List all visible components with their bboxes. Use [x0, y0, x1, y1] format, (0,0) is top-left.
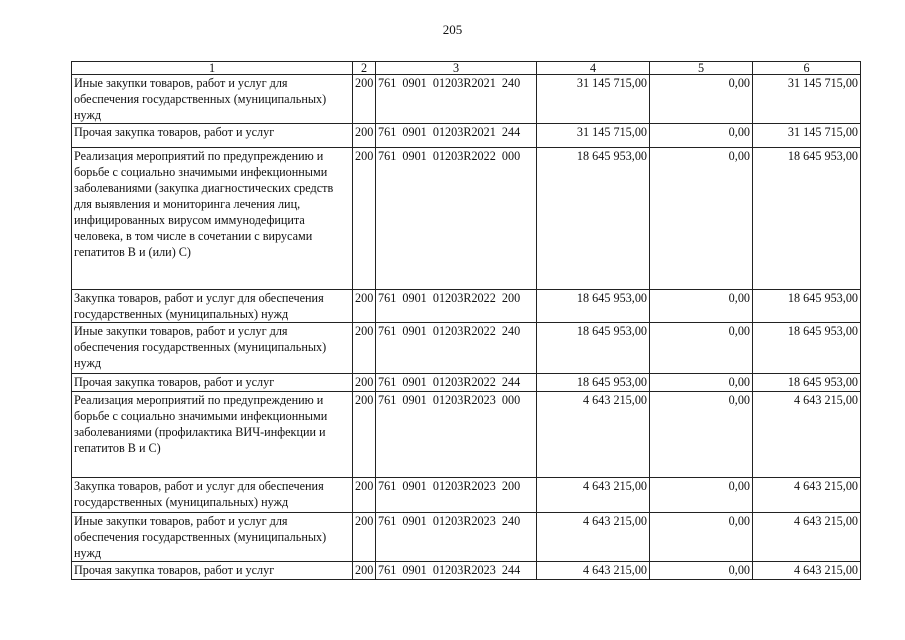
item-name: Прочая закупка товаров, работ и услуг	[72, 374, 353, 392]
amount-col4: 4 643 215,00	[537, 392, 650, 478]
amount-col5: 0,00	[650, 374, 753, 392]
table-row	[72, 513, 861, 562]
amount-col4: 31 145 715,00	[537, 124, 650, 148]
budget-code: 761 0901 01203R2023 244	[376, 562, 537, 580]
table-row	[72, 290, 861, 323]
col2-value: 200	[353, 513, 376, 562]
budget-code: 761 0901 01203R2022 000	[376, 148, 537, 290]
column-header: 3	[376, 62, 537, 75]
col2-value: 200	[353, 478, 376, 513]
amount-col4: 18 645 953,00	[537, 148, 650, 290]
column-header: 2	[353, 62, 376, 75]
budget-code: 761 0901 01203R2021 240	[376, 75, 537, 124]
budget-code: 761 0901 01203R2021 244	[376, 124, 537, 148]
amount-col5: 0,00	[650, 513, 753, 562]
table-row	[72, 478, 861, 513]
table-row	[72, 148, 861, 290]
budget-code: 761 0901 01203R2022 240	[376, 323, 537, 374]
amount-col6: 18 645 953,00	[753, 148, 861, 290]
amount-col4: 4 643 215,00	[537, 478, 650, 513]
budget-code: 761 0901 01203R2022 244	[376, 374, 537, 392]
amount-col5: 0,00	[650, 562, 753, 580]
amount-col4: 18 645 953,00	[537, 323, 650, 374]
amount-col6: 4 643 215,00	[753, 562, 861, 580]
amount-col4: 31 145 715,00	[537, 75, 650, 124]
column-header: 4	[537, 62, 650, 75]
table-row	[72, 124, 861, 148]
budget-code: 761 0901 01203R2022 200	[376, 290, 537, 323]
amount-col6: 4 643 215,00	[753, 478, 861, 513]
item-name: Прочая закупка товаров, работ и услуг	[72, 124, 353, 148]
budget-code: 761 0901 01203R2023 240	[376, 513, 537, 562]
page-number: 205	[442, 22, 463, 37]
amount-col4: 18 645 953,00	[537, 374, 650, 392]
amount-col5: 0,00	[650, 75, 753, 124]
col2-value: 200	[353, 562, 376, 580]
amount-col5: 0,00	[650, 392, 753, 478]
amount-col4: 18 645 953,00	[537, 290, 650, 323]
amount-col6: 18 645 953,00	[753, 290, 861, 323]
item-name: Прочая закупка товаров, работ и услуг	[72, 562, 353, 580]
col2-value: 200	[353, 392, 376, 478]
item-name: Иные закупки товаров, работ и услуг для обеспечения государственных (муниципальных) нужд	[72, 75, 353, 124]
col2-value: 200	[353, 290, 376, 323]
amount-col4: 4 643 215,00	[537, 562, 650, 580]
amount-col6: 4 643 215,00	[753, 513, 861, 562]
column-header: 6	[753, 62, 861, 75]
col2-value: 200	[353, 124, 376, 148]
amount-col6: 18 645 953,00	[753, 374, 861, 392]
amount-col5: 0,00	[650, 478, 753, 513]
column-header: 5	[650, 62, 753, 75]
col2-value: 200	[353, 75, 376, 124]
column-header: 1	[72, 62, 353, 75]
amount-col5: 0,00	[650, 290, 753, 323]
table-row	[72, 392, 861, 478]
col2-value: 200	[353, 148, 376, 290]
table-row	[72, 323, 861, 374]
item-name: Закупка товаров, работ и услуг для обеспечения государственных (муниципальных) нужд	[72, 290, 353, 323]
amount-col6: 31 145 715,00	[753, 75, 861, 124]
item-name: Иные закупки товаров, работ и услуг для обеспечения государственных (муниципальных) нужд	[72, 513, 353, 562]
amount-col4: 4 643 215,00	[537, 513, 650, 562]
amount-col5: 0,00	[650, 148, 753, 290]
item-name: Закупка товаров, работ и услуг для обеспечения государственных (муниципальных) нужд	[72, 478, 353, 513]
amount-col6: 18 645 953,00	[753, 323, 861, 374]
col2-value: 200	[353, 374, 376, 392]
table-row	[72, 75, 861, 124]
amount-col5: 0,00	[650, 323, 753, 374]
budget-code: 761 0901 01203R2023 000	[376, 392, 537, 478]
budget-table	[71, 61, 861, 580]
table-row	[72, 562, 861, 580]
item-name: Реализация мероприятий по предупреждению и борьбе с социально значимыми инфекционными заболеваниями (профилактика ВИЧ-инфекции и гепатитов В и С)	[72, 392, 353, 478]
amount-col6: 4 643 215,00	[753, 392, 861, 478]
header-row	[72, 62, 861, 75]
item-name: Иные закупки товаров, работ и услуг для обеспечения государственных (муниципальных) нужд	[72, 323, 353, 374]
col2-value: 200	[353, 323, 376, 374]
budget-code: 761 0901 01203R2023 200	[376, 478, 537, 513]
amount-col5: 0,00	[650, 124, 753, 148]
item-name: Реализация мероприятий по предупреждению и борьбе с социально значимыми инфекционными заболеваниями (закупка диагностических средств для выявления и мониторинга лечения лиц, инфицированных вирусом иммунодефицита человека, в том числе в сочетании с вирусами гепатитов В и (или) С)	[72, 148, 353, 290]
amount-col6: 31 145 715,00	[753, 124, 861, 148]
table-row	[72, 374, 861, 392]
